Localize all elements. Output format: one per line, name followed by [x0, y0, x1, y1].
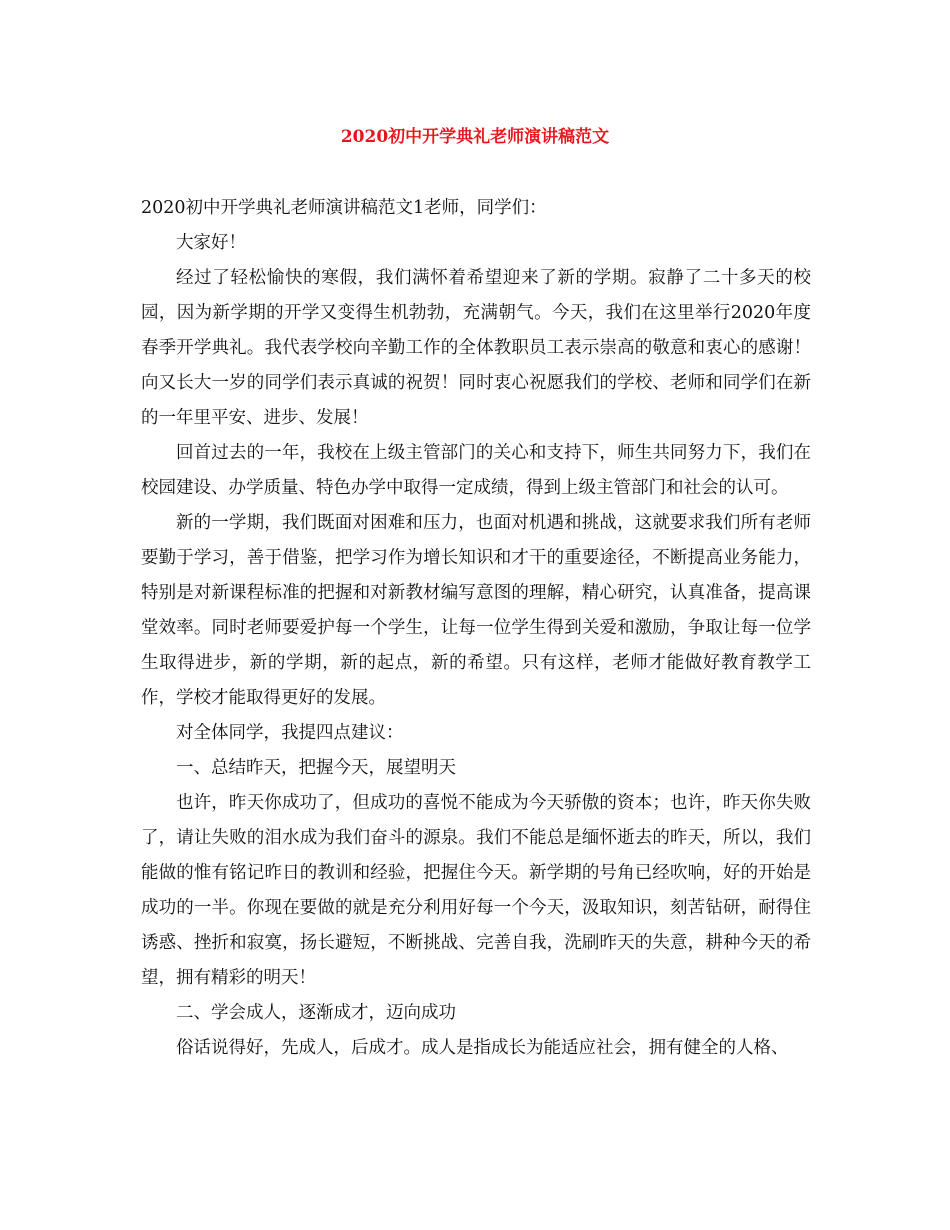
paragraph-greeting: 大家好！: [176, 233, 246, 253]
section-heading: 一、总结昨天，把握今天，展望明天: [176, 758, 456, 778]
paragraph: 对全体同学，我提四点建议：: [176, 723, 404, 743]
document-title: 2020初中开学典礼老师演讲稿范文: [340, 127, 610, 147]
paragraph: 俗话说得好，先成人，后成才。成人是指成长为能适应社会，拥有健全的人格、: [176, 1038, 789, 1058]
section-heading: 二、学会成人，逐渐成才，迈向成功: [176, 1003, 456, 1023]
paragraph-salutation: 2020初中开学典礼老师演讲稿范文1老师，同学们：: [141, 198, 547, 218]
paragraph: 经过了轻松愉快的寒假，我们满怀着希望迎来了新的学期。寂静了二十多天的校园，因为新学期的开学又变得生机勃勃，充满朝气。今天，我们在这里举行2020年度春季开学典礼。我代表学校向辛勤工作的全体教职员工表示崇高的敬意和衷心的感谢！向又长大一岁的同学们表示真诚的祝贺！同时衷心祝愿我们的学校、老师和同学们在新的一年里平安、进步、发展！: [141, 268, 811, 428]
paragraph: 回首过去的一年，我校在上级主管部门的关心和支持下，师生共同努力下，我们在校园建设、办学质量、特色办学中取得一定成绩，得到上级主管部门和社会的认可。: [141, 443, 811, 498]
paragraph: 也许，昨天你成功了，但成功的喜悦不能成为今天骄傲的资本；也许，昨天你失败了，请让失败的泪水成为我们奋斗的源泉。我们不能总是缅怀逝去的昨天，所以，我们能做的惟有铭记昨日的教训和经验，把握住今天。新学期的号角已经吹响，好的开始是成功的一半。你现在要做的就是充分利用好每一个今天，汲取知识，刻苦钻研，耐得住诱惑、挫折和寂寞，扬长避短，不断挑战、完善自我，洗刷昨天的失意，耕种今天的希望，拥有精彩的明天！: [141, 793, 811, 988]
paragraph: 新的一学期，我们既面对困难和压力，也面对机遇和挑战，这就要求我们所有老师要勤于学习，善于借鉴，把学习作为增长知识和才干的重要途径，不断提高业务能力，特别是对新课程标准的把握和对新教材编写意图的理解，精心研究，认真准备，提高课堂效率。同时老师要爱护每一个学生，让每一位学生得到关爱和激励，争取让每一位学生取得进步，新的学期，新的起点，新的希望。只有这样，老师才能做好教育教学工作，学校才能取得更好的发展。: [141, 513, 811, 708]
document-body: [141, 191, 811, 1066]
